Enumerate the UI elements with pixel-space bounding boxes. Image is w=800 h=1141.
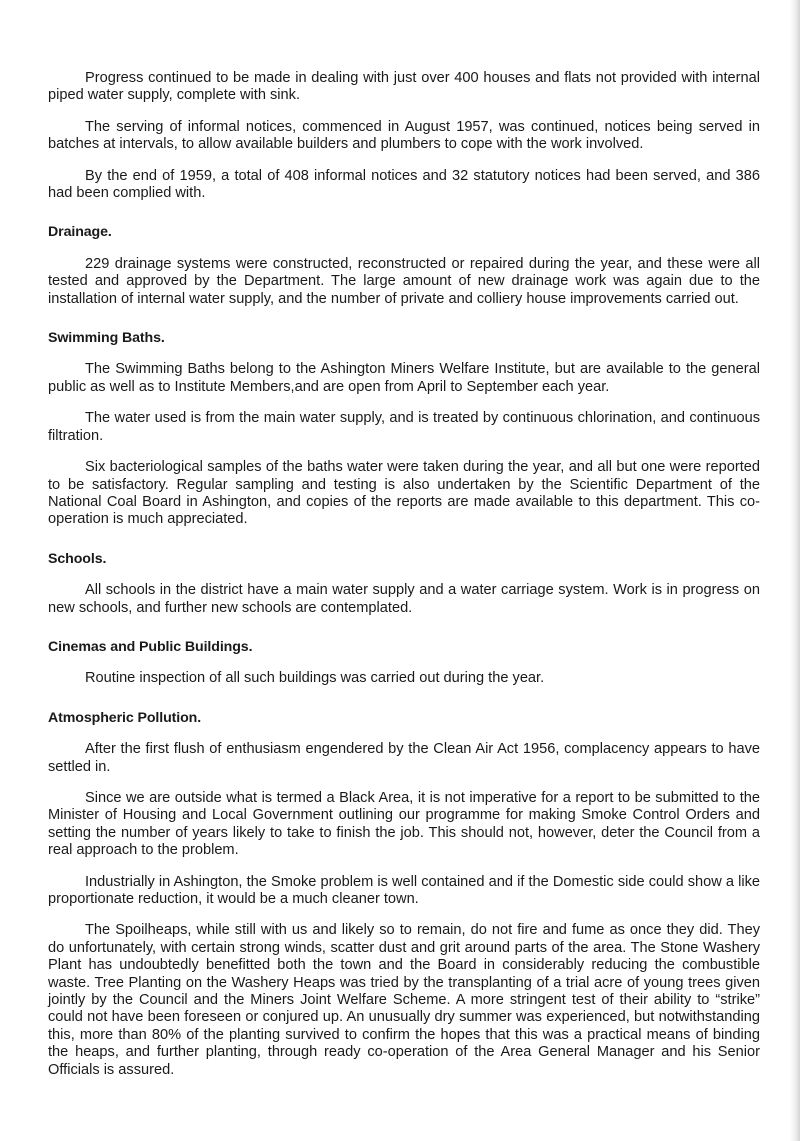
paragraph-water-supply-progress: Progress continued to be made in dealing with just over 400 houses and flats not provided with internal piped water supply, complete with sink. — [48, 70, 760, 104]
paragraph-baths-ownership: The Swimming Baths belong to the Ashington Miners Welfare Institute, but are available to the general public as well as to Institute Members,and are open from April to September each year. — [48, 361, 760, 395]
paragraph-clean-air-act: After the first flush of enthusiasm engendered by the Clean Air Act 1956, complacency appears to have settled in. — [48, 741, 760, 775]
heading-swimming-baths: Swimming Baths. — [48, 330, 165, 347]
paragraph-baths-samples: Six bacteriological samples of the baths water were taken during the year, and all but one were reported to be satisfactory. Regular sampling and testing is also undertaken by the Scientific Department of the National Coal Board in Ashington, and copies of the reports are made available to this department. This co-operation is much appreciated. — [48, 459, 760, 528]
paragraph-notices-total: By the end of 1959, a total of 408 informal notices and 32 statutory notices had been served, and 386 had been complied with. — [48, 167, 760, 202]
heading-atmospheric-pollution: Atmospheric Pollution. — [48, 709, 202, 726]
heading-cinemas: Cinemas and Public Buildings. — [48, 638, 253, 655]
paragraph-informal-notices: The serving of informal notices, commenced in August 1957, was continued, notices being served in batches at intervals, to allow available builders and plumbers to cope with the work involved. — [48, 118, 760, 153]
paragraph-industrial-smoke: Industrially in Ashington, the Smoke problem is well contained and if the Domestic side could show a like proportionate reduction, it would be a much cleaner town. — [48, 873, 760, 907]
paragraph-black-area: Since we are outside what is termed a Black Area, it is not imperative for a report to be submitted to the Minister of Housing and Local Government outlining our programme for making Smoke Control Orders and setting the number of years likely to take to finish the job. This should not, however, deter the Council from a real approach to the problem. — [48, 789, 760, 859]
heading-schools: Schools. — [48, 550, 107, 567]
paragraph-drainage: 229 drainage systems were constructed, reconstructed or repaired during the year, and these were all tested and approved by the Department. The large amount of new drainage work was again due to the installation of internal water supply, and the number of private and colliery house improvements carried out. — [48, 255, 760, 307]
document-page — [48, 70, 760, 1093]
heading-drainage: Drainage. — [48, 224, 112, 241]
paragraph-schools: All schools in the district have a main water supply and a water carriage system. Work is in progress on new schools, and further new schools are contemplated. — [48, 582, 760, 616]
page-edge-shadow — [790, 0, 800, 1141]
paragraph-spoilheaps: The Spoilheaps, while still with us and likely so to remain, do not fire and fume as once they did. They do unfortunately, with certain strong winds, scatter dust and grit around parts of the area. The Stone Washery Plant has undoubtedly benefitted both the town and the Board in considerably reducing the combustible waste. Tree Planting on the Washery Heaps was tried by the transplanting of a trial acre of young trees given jointly by the Council and the Miners Joint Welfare Scheme. A more stringent test of their ability to “strike” could not have been foreseen or conjured up. An unusually dry summer was experienced, but notwithstanding this, more than 80% of the planting survived to confirm the hopes that this was a practical means of binding the heaps, and further planting, through ready co-operation of the Area General Manager and his Senior Officials is assured. — [48, 922, 760, 1078]
paragraph-cinemas: Routine inspection of all such buildings was carried out during the year. — [85, 670, 545, 687]
paragraph-baths-water: The water used is from the main water supply, and is treated by continuous chlorination, and continuous filtration. — [48, 410, 760, 444]
